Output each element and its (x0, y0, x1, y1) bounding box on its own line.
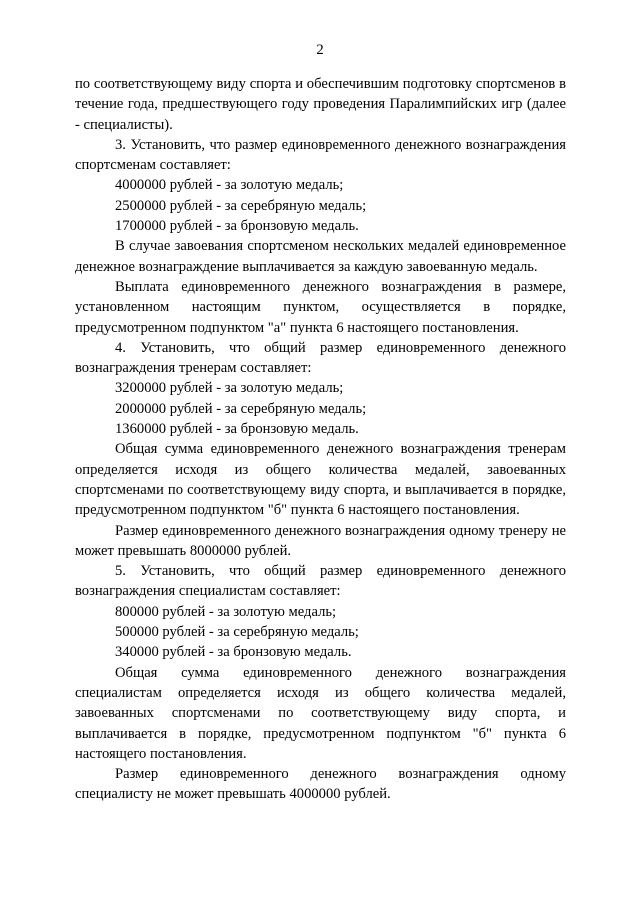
list-item: 1700000 рублей - за бронзовую медаль. (115, 218, 359, 235)
paragraph: Размер единовременного денежного вознаграждения одному тренеру не может превышать 8000000 рублей. (75, 522, 566, 559)
paragraph: Общая сумма единовременного денежного вознаграждения специалистам определяется исходя из общего количества медалей, завоеванных спортсменами по соответствующему виду спорта, и выплачивается в порядке, предусмотренном подпунктом "б" пункта 6 настоящего постановления. (75, 664, 566, 762)
paragraph: 4. Установить, что общий размер единовременного денежного вознаграждения тренерам составляет: (75, 339, 566, 377)
list-item: 500000 рублей - за серебряную медаль; (115, 624, 359, 641)
paragraph: по соответствующему виду спорта и обеспечившим подготовку спортсменов в течение года, предшествующего году проведения Паралимпийских игр (далее - специалисты). (75, 76, 566, 133)
document-body (75, 74, 566, 805)
list-item: 2000000 рублей - за серебряную медаль; (115, 400, 367, 417)
list-item: 4000000 рублей - за золотую медаль; (115, 177, 344, 194)
paragraph: В случае завоевания спортсменом нескольких медалей единовременное денежное вознаграждение выплачивается за каждую завоеванную медаль. (75, 238, 566, 275)
list-item: 2500000 рублей - за серебряную медаль; (115, 197, 367, 214)
page-number: 2 (316, 42, 324, 58)
paragraph: Общая сумма единовременного денежного вознаграждения тренерам определяется исходя из общего количества медалей, завоеванных спортсменами по соответствующему виду спорта, и выплачивается в порядке, предусмотренном подпунктом "б" пункта 6 настоящего постановления. (75, 441, 566, 519)
paragraph: Выплата единовременного денежного вознаграждения в размере, установленном настоящим пунктом, осуществляется в порядке, предусмотренном подпунктом "а" пункта 6 настоящего постановления. (75, 278, 566, 336)
paragraph: Размер единовременного денежного вознаграждения одному специалисту не может превышать 4000000 рублей. (75, 766, 566, 803)
list-item: 800000 рублей - за золотую медаль; (115, 603, 337, 620)
list-item: 1360000 рублей - за бронзовую медаль. (115, 421, 359, 438)
list-item: 340000 рублей - за бронзовую медаль. (115, 644, 352, 661)
paragraph: 5. Установить, что общий размер единовременного денежного вознаграждения специалистам составляет: (75, 563, 566, 600)
list-item: 3200000 рублей - за золотую медаль; (115, 380, 344, 397)
paragraph: 3. Установить, что размер единовременного денежного вознаграждения спортсменам составляет: (75, 136, 566, 174)
